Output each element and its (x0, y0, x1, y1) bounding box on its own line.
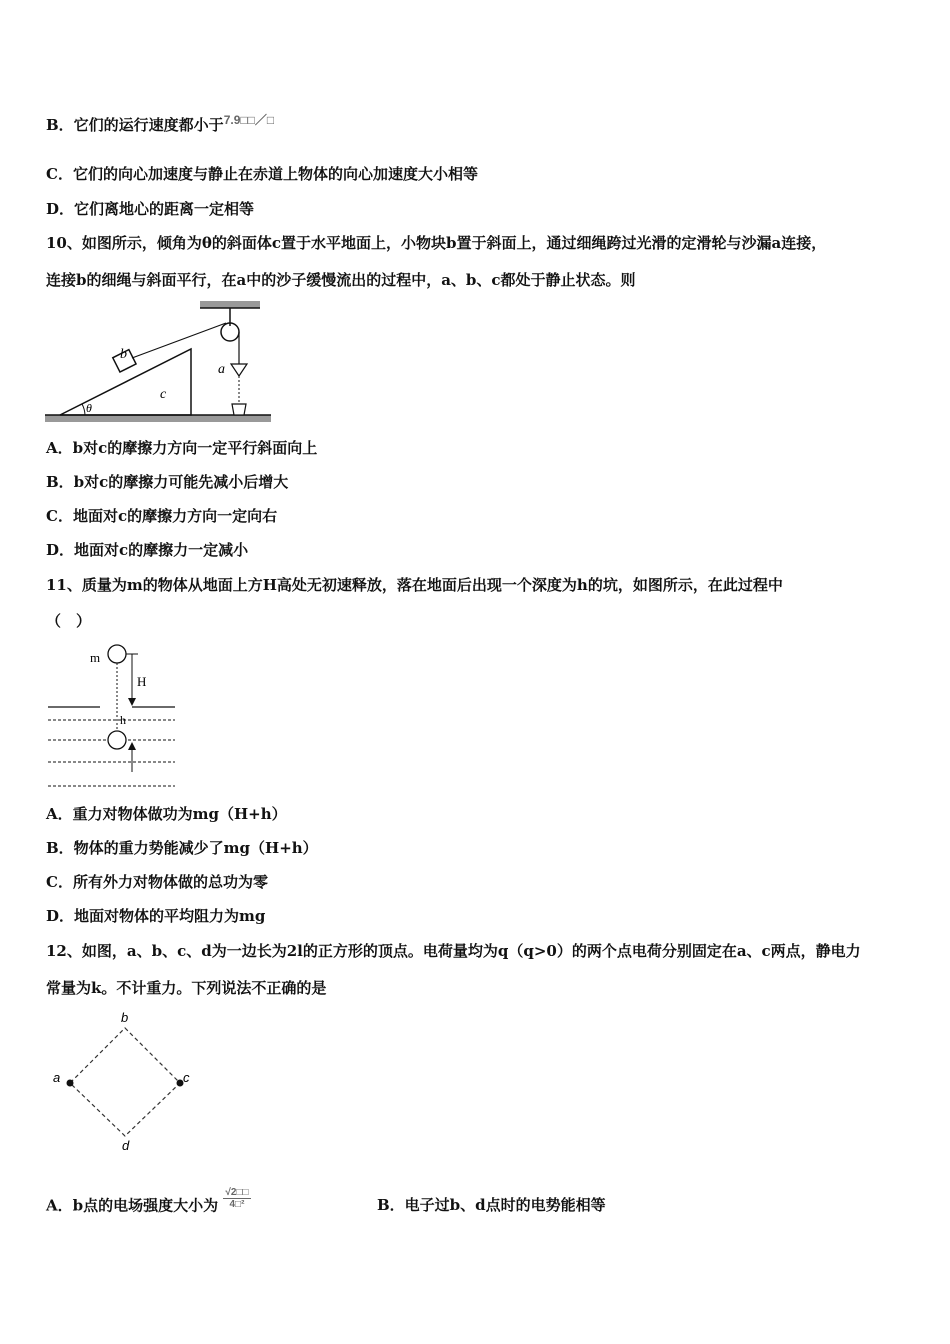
q9-option-b (46, 115, 274, 136)
q11-option-b: B．物体的重力势能减少了mg（H+h） (46, 839, 318, 857)
q10-label-theta: θ (86, 401, 92, 415)
q11-label-H: H (137, 674, 147, 689)
q12-option-a-text: A．b点的电场强度大小为 (46, 1196, 219, 1215)
q11-option-a: A．重力对物体做功为mg（H+h） (46, 805, 287, 823)
q12-fraction-denominator: 4□² (229, 1199, 245, 1210)
q12-label-c: c (183, 1070, 190, 1085)
q10-label-c: c (160, 387, 167, 402)
q10-option-d: D．地面对c的摩擦力一定减小 (46, 541, 249, 559)
q9-option-d: D．它们离地心的距离一定相等 (46, 200, 255, 218)
q12-square (70, 1028, 180, 1136)
q10-ceiling (200, 301, 260, 308)
q10-cup (232, 404, 246, 415)
q11-ball-bottom (108, 731, 126, 749)
q11-ball-top (108, 645, 126, 663)
q9-option-b-text: B．它们的运行速度都小于 (46, 116, 224, 134)
q11-option-d: D．地面对物体的平均阻力为mg (46, 907, 266, 925)
q12-square-figure (45, 1008, 205, 1158)
q11-stem-line1: 11、质量为m的物体从地面上方H高处无初速释放，落在地面后出现一个深度为h的坑，如图所示，在此过程中 (46, 576, 783, 594)
q10-option-c: C．地面对c的摩擦力方向一定向右 (46, 507, 278, 525)
q11-label-m: m (90, 650, 101, 665)
q11-falling-object-figure (40, 640, 190, 795)
q12-label-a: a (53, 1070, 61, 1085)
q10-option-b: B．b对c的摩擦力可能先减小后增大 (46, 473, 289, 491)
q11-label-h: h (120, 713, 126, 727)
q10-incline-figure (40, 298, 280, 430)
q10-sand-funnel-a (231, 364, 247, 376)
q12-stem-line1: 12、如图，a、b、c、d为一边长为2l的正方形的顶点。电荷量均为q（q>0）的两个点电荷分别固定在a、c两点，静电力 (46, 942, 861, 960)
q12-label-b: b (121, 1010, 129, 1025)
q10-label-b: b (120, 347, 127, 362)
q12-option-a (46, 1187, 251, 1218)
q12-fraction-numerator: √2□□ (225, 1187, 249, 1198)
q11-stem-line2: （ ） (46, 612, 92, 630)
q10-ground (45, 415, 271, 422)
q10-label-a: a (218, 362, 225, 377)
q10-option-a: A．b对c的摩擦力方向一定平行斜面向上 (46, 439, 318, 457)
q10-stem-line1: 10、如图所示，倾角为θ的斜面体c置于水平地面上，小物块b置于斜面上，通过细绳跨过光滑的定滑轮与沙漏a连接， (46, 234, 827, 252)
q12-option-b: B．电子过b、d点时的电势能相等 (377, 1196, 606, 1214)
q12-label-d: d (122, 1138, 130, 1153)
q9-option-b-formula-image: 7.9□□／□ (223, 113, 275, 127)
q12-stem-line2: 常量为k。不计重力。下列说法不正确的是 (46, 979, 327, 997)
q11-option-c: C．所有外力对物体做的总功为零 (46, 873, 268, 891)
q12-charge-a (67, 1080, 74, 1087)
q10-rope (132, 323, 226, 358)
q9-option-c: C．它们的向心加速度与静止在赤道上物体的向心加速度大小相等 (46, 165, 478, 183)
q12-option-a-fraction (223, 1187, 250, 1210)
q10-stem-line2: 连接b的细绳与斜面平行，在a中的沙子缓慢流出的过程中，a、b、c都处于静止状态。则 (46, 271, 636, 289)
